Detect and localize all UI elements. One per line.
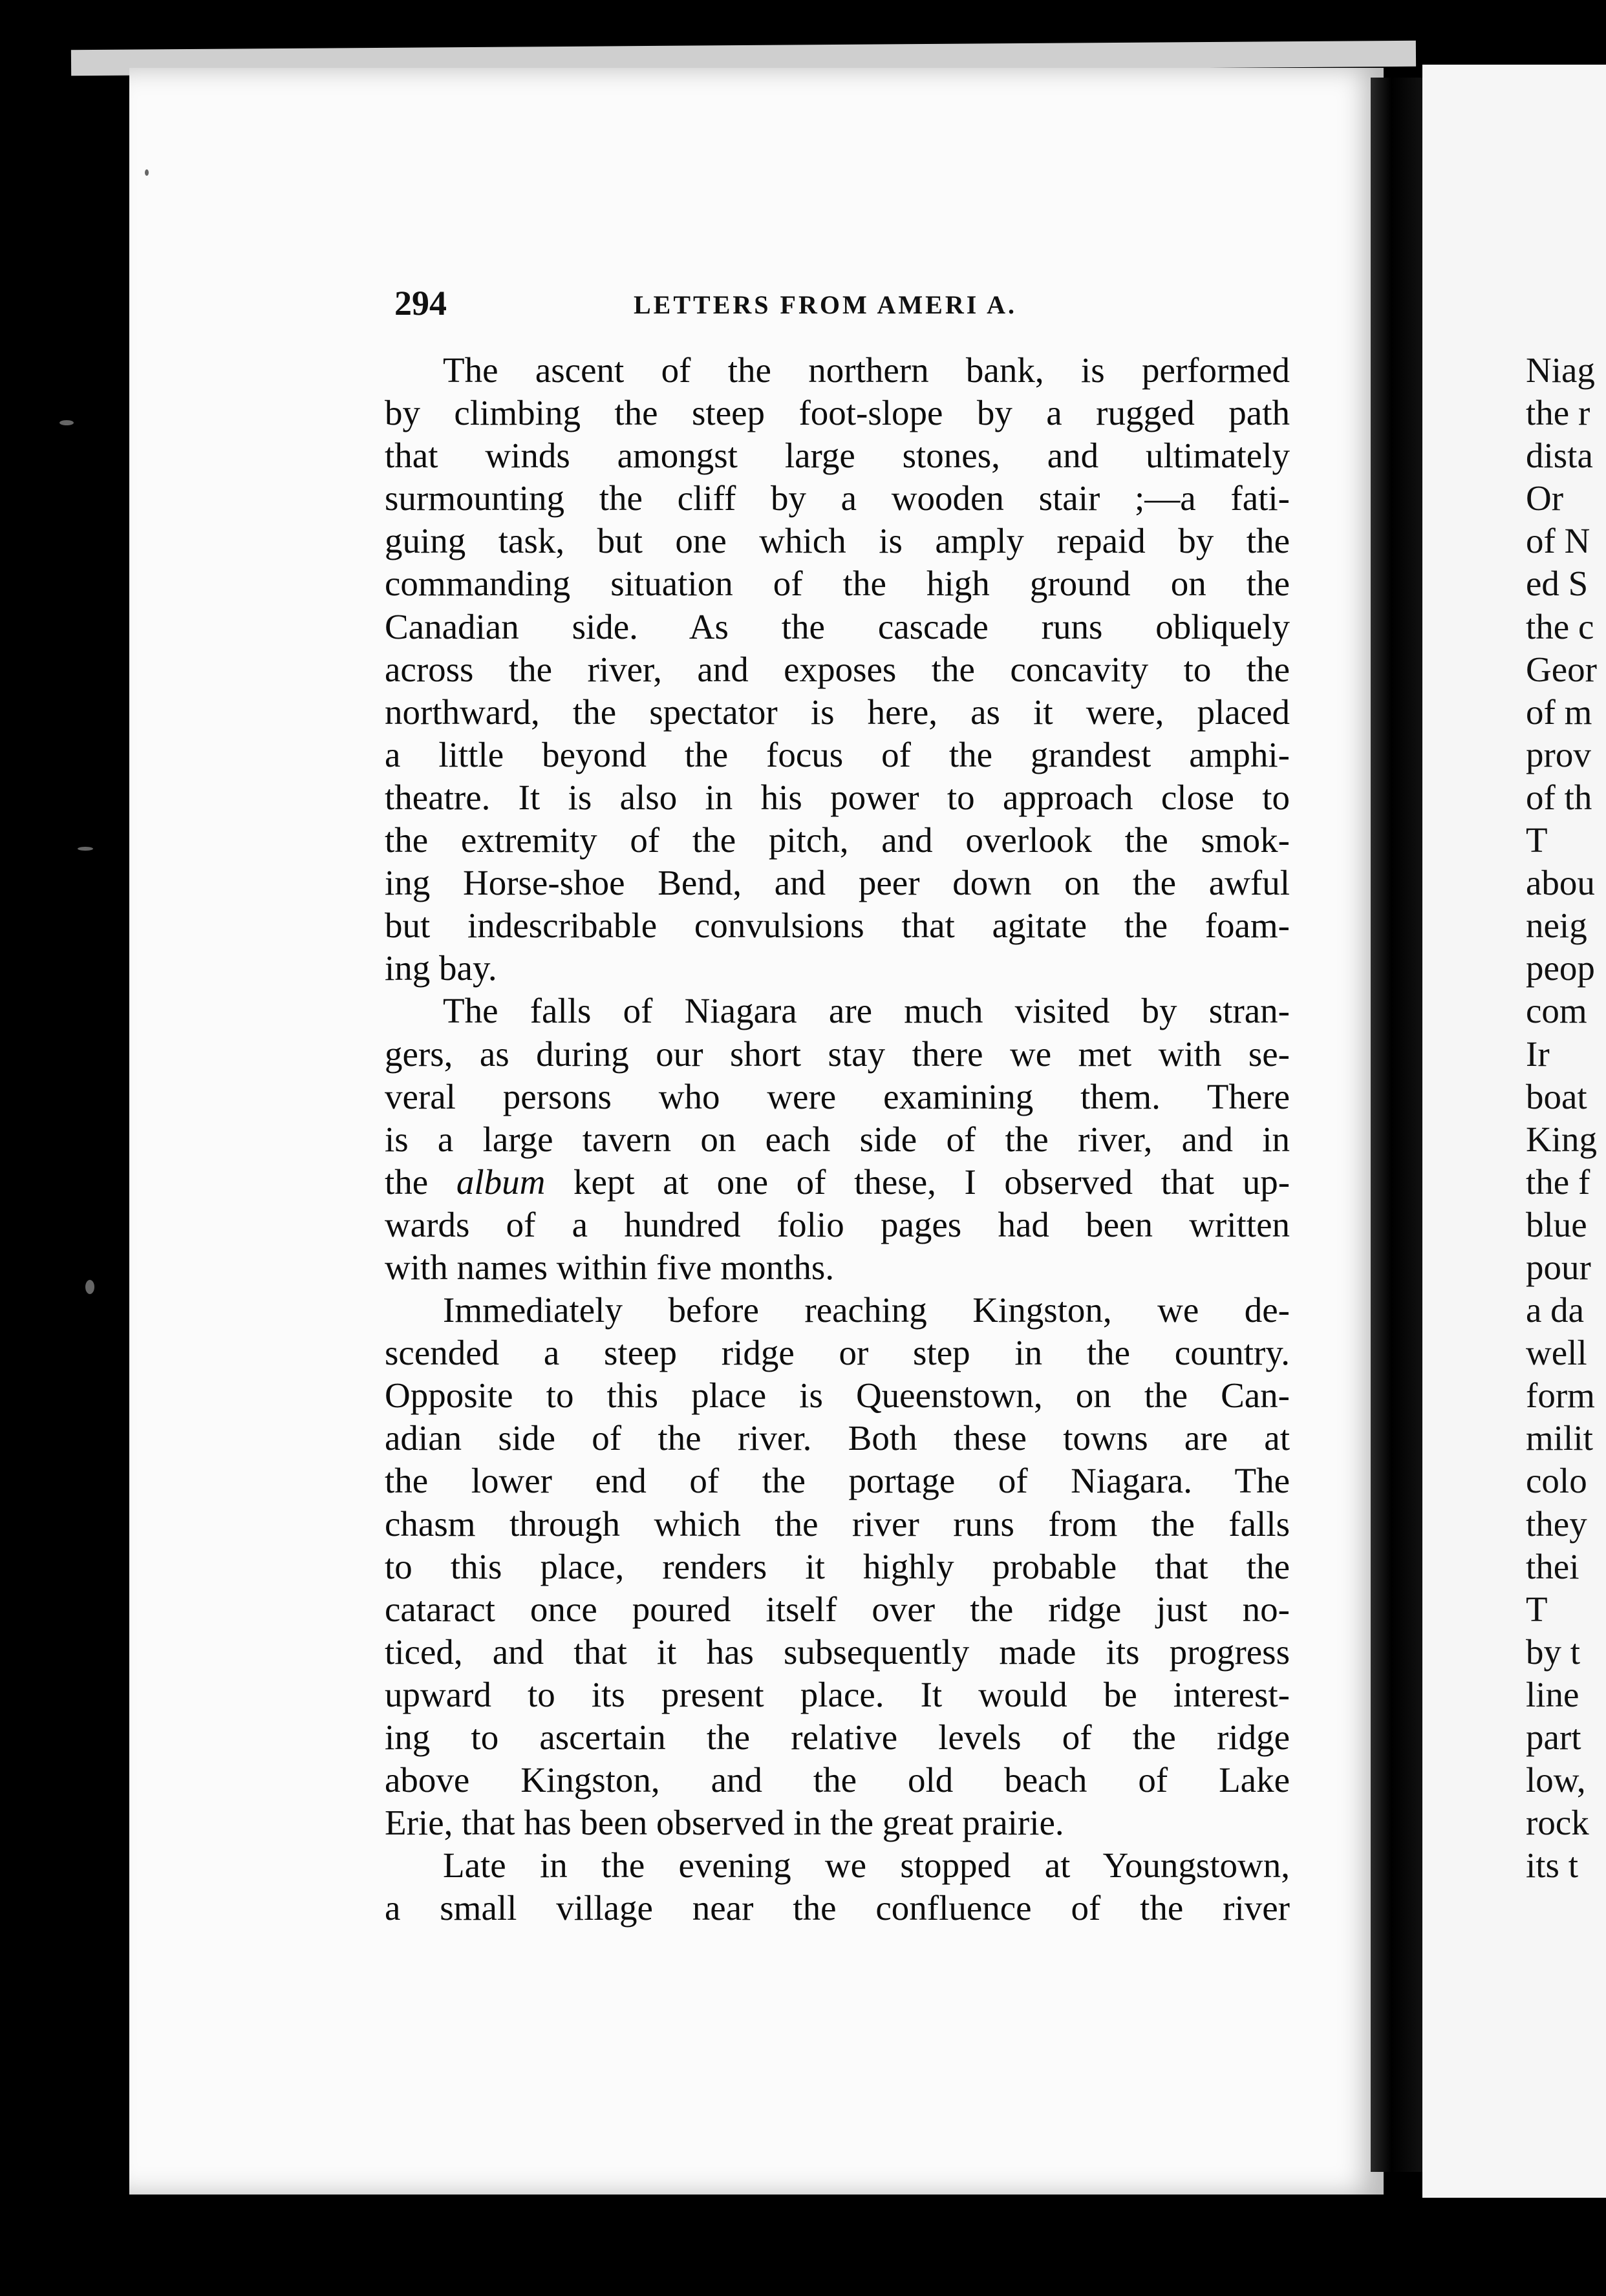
right-page-fragment: of m (1526, 692, 1592, 732)
italic-word: album (456, 1162, 546, 1202)
text-line: is a large tavern on each side of the river, and in (385, 1119, 1290, 1159)
right-page-fragment: King (1526, 1119, 1597, 1159)
right-page-fragment: low, (1526, 1760, 1586, 1800)
right-page-fragment: dista (1526, 436, 1593, 476)
margin-speck (145, 169, 149, 176)
text-line: northward, the spectator is here, as it were, placed (385, 692, 1290, 732)
text-line: commanding situation of the high ground on the (385, 564, 1290, 604)
right-page-fragment: rock (1526, 1803, 1589, 1843)
right-page-fragment: colo (1526, 1461, 1587, 1501)
text-line: that winds amongst large stones, and ultimately (385, 436, 1290, 476)
text-line: scended a steep ridge or step in the country. (385, 1333, 1290, 1373)
text-line: Late in the evening we stopped at Youngstown, (443, 1845, 1290, 1886)
right-page-fragment: neig (1526, 906, 1587, 946)
right-page-fragment: the f (1526, 1162, 1590, 1202)
text-line: Immediately before reaching Kingston, we de- (443, 1290, 1290, 1330)
text-line: surmounting the cliff by a wooden stair ;—a fati- (385, 478, 1290, 518)
right-page-fragment: part (1526, 1717, 1581, 1757)
text-line: Erie, that has been observed in the great prairie. (385, 1803, 1064, 1843)
right-page-fragment: they (1526, 1504, 1587, 1544)
right-page-fragment: blue (1526, 1204, 1587, 1244)
text-line: cataract once poured itself over the ridge just no- (385, 1589, 1290, 1629)
text-line: adian side of the river. Both these towns are at (385, 1418, 1290, 1458)
text-line: theatre. It is also in his power to approach close to (385, 777, 1290, 817)
right-page-fragment: the c (1526, 606, 1594, 646)
text-line: with names within five months. (385, 1247, 835, 1287)
text-line: veral persons who were examining them. There (385, 1076, 1290, 1116)
body-text (385, 349, 1290, 1952)
right-page-fragment: the r (1526, 393, 1590, 433)
text-fragment: the (385, 1162, 429, 1202)
right-page-fragment: Geor (1526, 649, 1597, 689)
text-line: upward to its present place. It would be interest- (385, 1674, 1290, 1714)
text-line: Opposite to this place is Queenstown, on the Can- (385, 1376, 1290, 1416)
text-line: guing task, but one which is amply repaid by the (385, 521, 1290, 561)
right-page-fragment: of N (1526, 521, 1590, 561)
text-line: ing Horse-shoe Bend, and peer down on the awful (385, 863, 1290, 903)
scan-bottom-band (0, 2198, 1606, 2296)
text-line: the lower end of the portage of Niagara. The (385, 1461, 1290, 1501)
text-line: ticed, and that it has subsequently made its progress (385, 1632, 1290, 1672)
text-line: the extremity of the pitch, and overlook the smok- (385, 820, 1290, 860)
right-page-fragment: Niag (1526, 350, 1595, 390)
text-line: across the river, and exposes the concavity to the (385, 649, 1290, 689)
right-page-fragment: Or (1526, 478, 1564, 518)
right-page-fragment: boat (1526, 1076, 1587, 1116)
margin-speck (85, 1280, 94, 1294)
text-line: ing bay. (385, 948, 497, 988)
right-page-fragment: its t (1526, 1845, 1578, 1886)
right-page-text (1526, 349, 1606, 1939)
margin-speck (78, 847, 93, 851)
text-line: The ascent of the northern bank, is performed (443, 350, 1290, 390)
text-line: but indescribable convulsions that agitate the foam- (385, 906, 1290, 946)
right-page-fragment: form (1526, 1376, 1595, 1416)
text-line: ing to ascertain the relative levels of the ridge (385, 1717, 1290, 1757)
text-line: Canadian side. As the cascade runs obliquely (385, 606, 1290, 646)
text-fragment: kept at one of these, I observed that up- (573, 1162, 1290, 1202)
right-page-fragment: T (1526, 820, 1548, 860)
text-line: to this place, renders it highly probable that the (385, 1546, 1290, 1586)
text-line: above Kingston, and the old beach of Lake (385, 1760, 1290, 1800)
right-page-fragment: a da (1526, 1290, 1585, 1330)
text-line: The falls of Niagara are much visited by stran- (443, 991, 1290, 1031)
right-page-fragment: Ir (1526, 1034, 1550, 1074)
right-page-fragment: abou (1526, 863, 1595, 903)
margin-speck (59, 420, 74, 425)
right-page-fragment: well (1526, 1333, 1587, 1373)
right-page-fragment: thei (1526, 1546, 1579, 1586)
text-line: gers, as during our short stay there we met with se- (385, 1034, 1290, 1074)
text-line: a small village near the confluence of the river (385, 1888, 1290, 1928)
right-page-fragment: pour (1526, 1247, 1591, 1287)
running-title: LETTERS FROM AMERI A. (634, 290, 1017, 319)
right-page-fragment: by t (1526, 1632, 1581, 1672)
text-line: a little beyond the focus of the grandest amphi- (385, 734, 1290, 774)
text-line-album (385, 1161, 1290, 1204)
text-line: by climbing the steep foot-slope by a rugged path (385, 393, 1290, 433)
right-page-fragment: line (1526, 1674, 1579, 1714)
right-page-fragment: milit (1526, 1418, 1593, 1458)
running-head (394, 283, 1300, 328)
book-gutter (1371, 78, 1422, 2172)
right-page-fragment: of th (1526, 777, 1592, 817)
text-line: wards of a hundred folio pages had been written (385, 1204, 1290, 1244)
right-page-fragment: prov (1526, 734, 1591, 774)
text-line: chasm through which the river runs from the falls (385, 1504, 1290, 1544)
right-page-fragment: ed S (1526, 564, 1589, 604)
right-page-fragment: com (1526, 991, 1587, 1031)
right-page-fragment: peop (1526, 948, 1595, 988)
page-number: 294 (394, 284, 447, 323)
right-page-fragment: T (1526, 1589, 1548, 1629)
